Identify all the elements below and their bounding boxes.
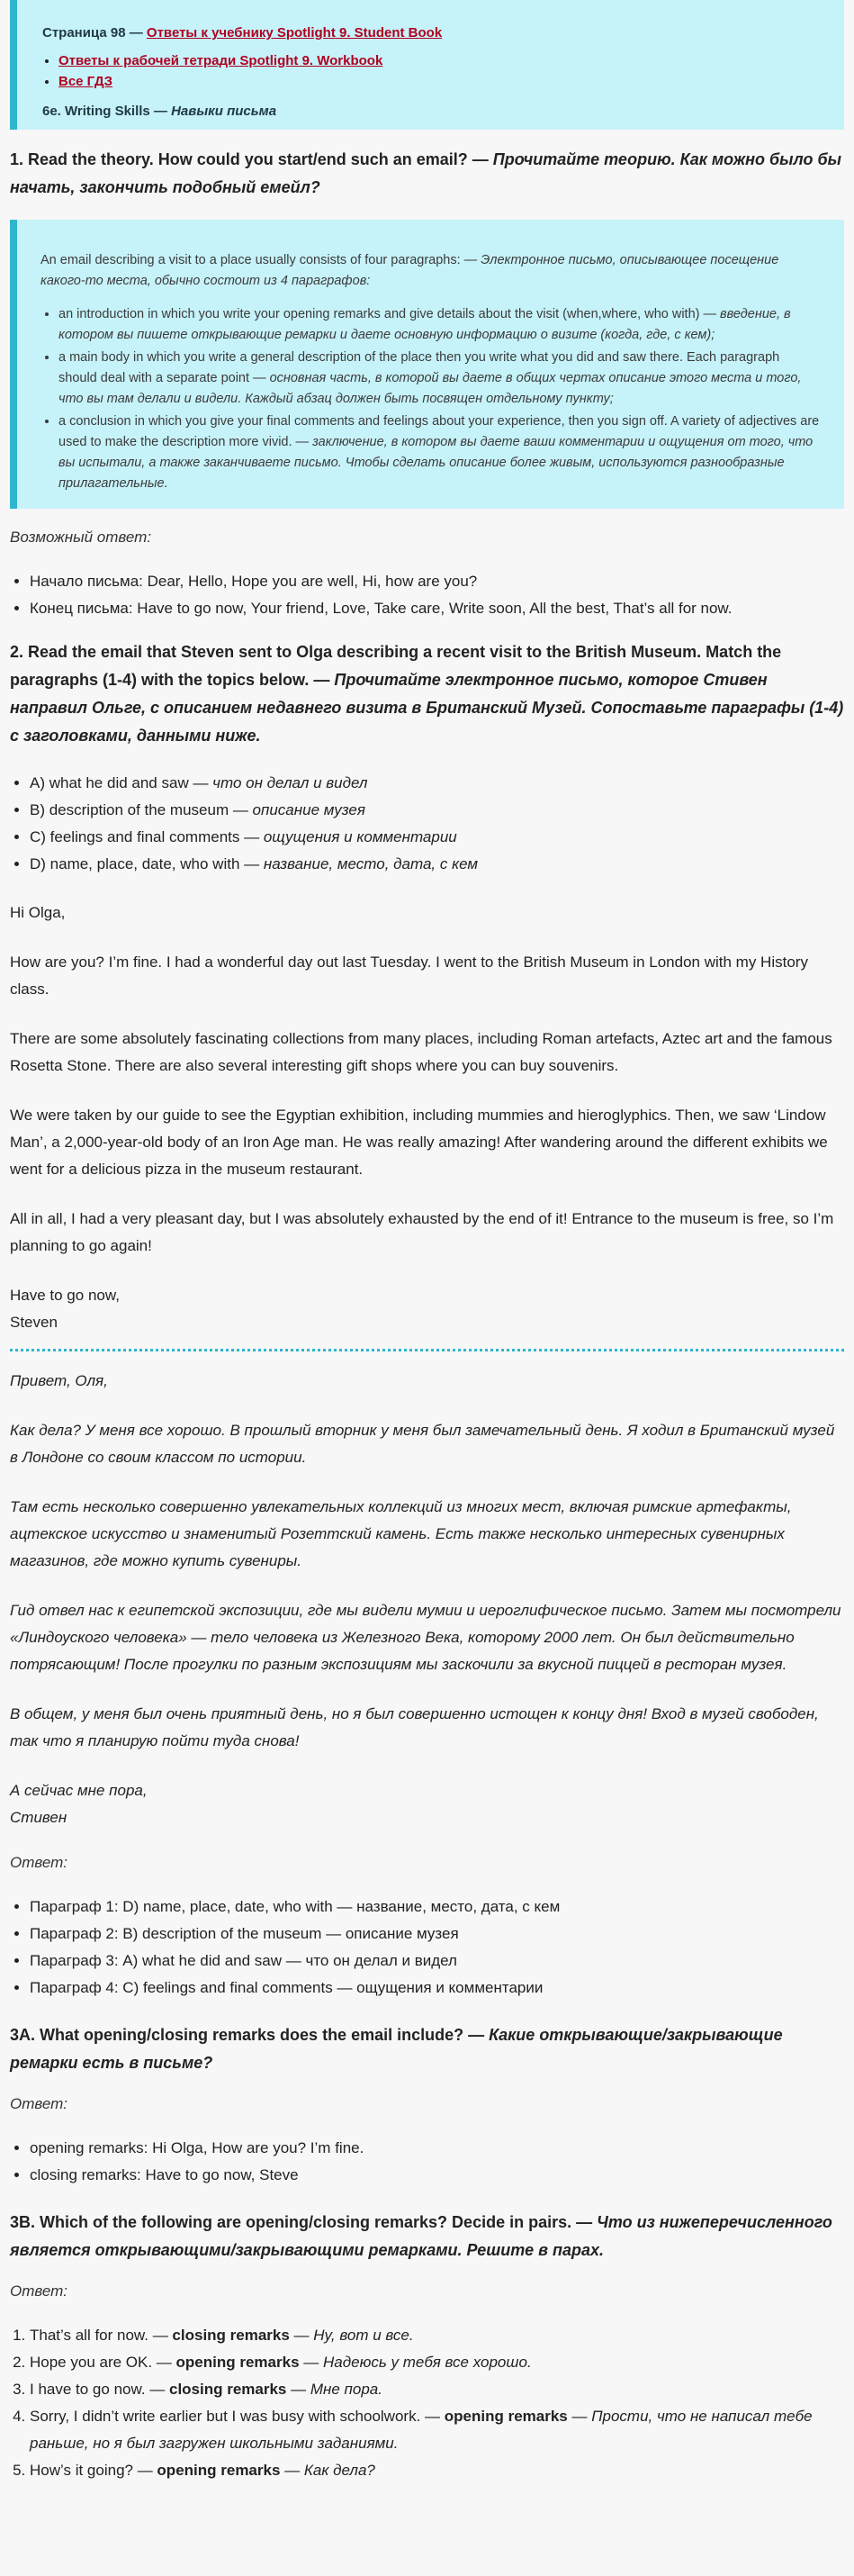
all-gdz-link[interactable]: Все ГДЗ <box>58 74 113 89</box>
theory-item: • a conclusion in which you give your final comments and feelings about your experience, then you sign off. A variety of adjectives are used to make the description more vivid. — заключение, в котором вы даете ваши комментарии и ощущения от того, что вы испытали, а также заканчиваете письмо. Чтобы сделать описание более живым, используются разнообразные прилагательные. <box>58 411 821 494</box>
answer-label-3b: Ответ: <box>10 2282 68 2300</box>
answer-label-1: Возможный ответ: <box>10 529 152 546</box>
list-item: • opening remarks: Hi Olga, How are you? I’m fine. <box>30 2135 844 2162</box>
email-paragraph: Гид отвел нас к египетской экспозиции, где мы видели мумии и иероглифическое письмо. Затем мы посмотрели «Линдоуского человека» — тело человека из Железного Века, которому 2000 лет. Он был действительно потрясающим! После прогулки по разным экспозициям мы заскочили за вкусной пиццей в ресторан музея. <box>10 1602 841 1673</box>
list-item: • Начало письма: Dear, Hello, Hope you are well, Hi, how are you? <box>30 568 844 595</box>
list-item: • Параграф 2: B) description of the museum — описание музея <box>30 1921 844 1948</box>
page-indicator: Страница 98 — Ответы к учебнику Spotlight 9. Student Book <box>42 25 443 41</box>
answer-label-3a: Ответ: <box>10 2095 68 2112</box>
question-1: 1. Read the theory. How could you start/end such an email? — Прочитайте теорию. Как можно было бы начать, закончить подобный емейл? <box>10 150 842 196</box>
theory-item: • a main body in which you write a general description of the place then you write what you did and saw there. Each paragraph should deal with a separate point — основная часть, в которой вы даете в общих чертах описание этого места и того, что вы там делали и видели. Каждый абзац должен быть посвящен отдельному пункту; <box>58 348 821 410</box>
email-paragraph: How are you? I’m fine. I had a wonderful day out last Tuesday. I went to the British Museum in London with my History class. <box>10 954 808 998</box>
section-title: 6e. Writing Skills — Навыки письма <box>42 104 277 119</box>
list-item: • Параграф 4: C) feelings and final comments — ощущения и комментарии <box>30 1975 844 2002</box>
email-paragraph: We were taken by our guide to see the Egyptian exhibition, including mummies and hieroglyphics. Then, we saw ‘Lindow Man’, a 2,000-year-old body of an Iron Age man. He was really amazing! After wandering around the different exhibits we went for a delicious pizza in the museum restaurant. <box>10 1107 828 1178</box>
list-item: 3. I have to go now. — closing remarks — Мне пора. <box>30 2376 844 2403</box>
list-item: • C) feelings and final comments — ощущения и комментарии <box>30 824 844 851</box>
nav-link-item <box>58 74 819 89</box>
email-greeting: Hi Olga, <box>10 904 66 921</box>
topics-list <box>10 770 844 878</box>
list-item: • Конец письма: Have to go now, Your friend, Love, Take care, Write soon, All the best, That’s all for now. <box>30 595 844 622</box>
list-item: • B) description of the museum — описание музея <box>30 797 844 824</box>
email-closing: А сейчас мне пора, Стивен <box>10 1782 148 1826</box>
list-item: 4. Sorry, I didn’t write earlier but I was busy with schoolwork. — opening remarks — Прости, что не написал тебе раньше, но я был загружен школьными заданиями. <box>30 2403 844 2457</box>
list-item: 2. Hope you are OK. — opening remarks — Надеюсь у тебя все хорошо. <box>30 2349 844 2376</box>
divider <box>10 1349 844 1351</box>
email-paragraph: There are some absolutely fascinating collections from many places, including Roman artefacts, Aztec art and the famous Rosetta Stone. There are also several interesting gift shops where you can buy souvenirs. <box>10 1030 832 1074</box>
list-item: • closing remarks: Have to go now, Steve <box>30 2162 844 2189</box>
theory-box <box>10 220 844 509</box>
theory-intro: An email describing a visit to a place usually consists of four paragraphs: — Электронное письмо, описывающее посещение какого-то места, обычно состоит из 4 параграфов: <box>40 253 779 288</box>
email-paragraph: Там есть несколько совершенно увлекательных коллекций из многих мест, включая римские артефакты, ацтекское искусство и знаменитый Розеттский камень. Есть также несколько интересных сувенирных магазинов, где можно купить сувениры. <box>10 1498 792 1569</box>
list-item: • D) name, place, date, who with — название, место, дата, с кем <box>30 851 844 878</box>
theory-item: • an introduction in which you write your opening remarks and give details about the visit (when,where, who with) — введение, в котором вы пишете открывающие ремарки и даете основную информацию о визите (когда, где, с кем); <box>58 304 821 346</box>
list-item: • Параграф 1: D) name, place, date, who with — название, место, дата, с кем <box>30 1894 844 1921</box>
list-item: 1. That’s all for now. — closing remarks — Ну, вот и все. <box>30 2322 844 2349</box>
theory-list <box>40 304 821 494</box>
nav-link-item <box>58 53 819 68</box>
workbook-link[interactable]: Ответы к рабочей тетради Spotlight 9. Workbook <box>58 53 383 68</box>
email-greeting: Привет, Оля, <box>10 1372 108 1389</box>
email-paragraph: В общем, у меня был очень приятный день, но я был совершенно истощен к концу дня! Вход в музей свободен, так что я планирую пойти туда снова! <box>10 1705 819 1749</box>
navigation-box <box>10 0 844 130</box>
answer-1-list <box>10 568 844 622</box>
list-item: • A) what he did and saw — что он делал и видел <box>30 770 844 797</box>
list-item: 5. How’s it going? — opening remarks — Как дела? <box>30 2457 844 2484</box>
answer-2-list <box>10 1894 844 2002</box>
email-paragraph: All in all, I had a very pleasant day, but I was absolutely exhausted by the end of it! Entrance to the museum is free, so I’m planning to go again! <box>10 1210 834 1254</box>
email-english <box>10 899 844 1336</box>
email-closing: Have to go now, Steven <box>10 1287 120 1331</box>
answer-label-2: Ответ: <box>10 1854 68 1871</box>
email-paragraph: Как дела? У меня все хорошо. В прошлый вторник у меня был замечательный день. Я ходил в Британский музей в Лондоне со своим классом по истории. <box>10 1422 835 1466</box>
answer-3a-list <box>10 2135 844 2189</box>
question-3b: 3B. Which of the following are opening/closing remarks? Decide in pairs. — Что из нижеперечисленного является открывающими/закрывающими ремарками. Решите в парах. <box>10 2213 832 2259</box>
list-item: • Параграф 3: A) what he did and saw — что он делал и видел <box>30 1948 844 1975</box>
page <box>10 0 844 2484</box>
answer-3b-list <box>10 2322 844 2484</box>
student-book-link[interactable]: Ответы к учебнику Spotlight 9. Student Book <box>146 25 443 41</box>
question-2: 2. Read the email that Steven sent to Olga describing a recent visit to the British Museum. Match the paragraphs (1-4) with the topics below. — Прочитайте электронное письмо, которое Стивен направил Ольге, с описанием недавнего визита в Британский Музей. Сопоставьте параграфы (1-4) с заголовками, данными ниже. <box>10 643 844 745</box>
nav-links <box>42 53 819 89</box>
email-russian <box>10 1368 844 1831</box>
question-3a: 3A. What opening/closing remarks does the email include? — Какие открывающие/закрывающие ремарки есть в письме? <box>10 2026 783 2072</box>
